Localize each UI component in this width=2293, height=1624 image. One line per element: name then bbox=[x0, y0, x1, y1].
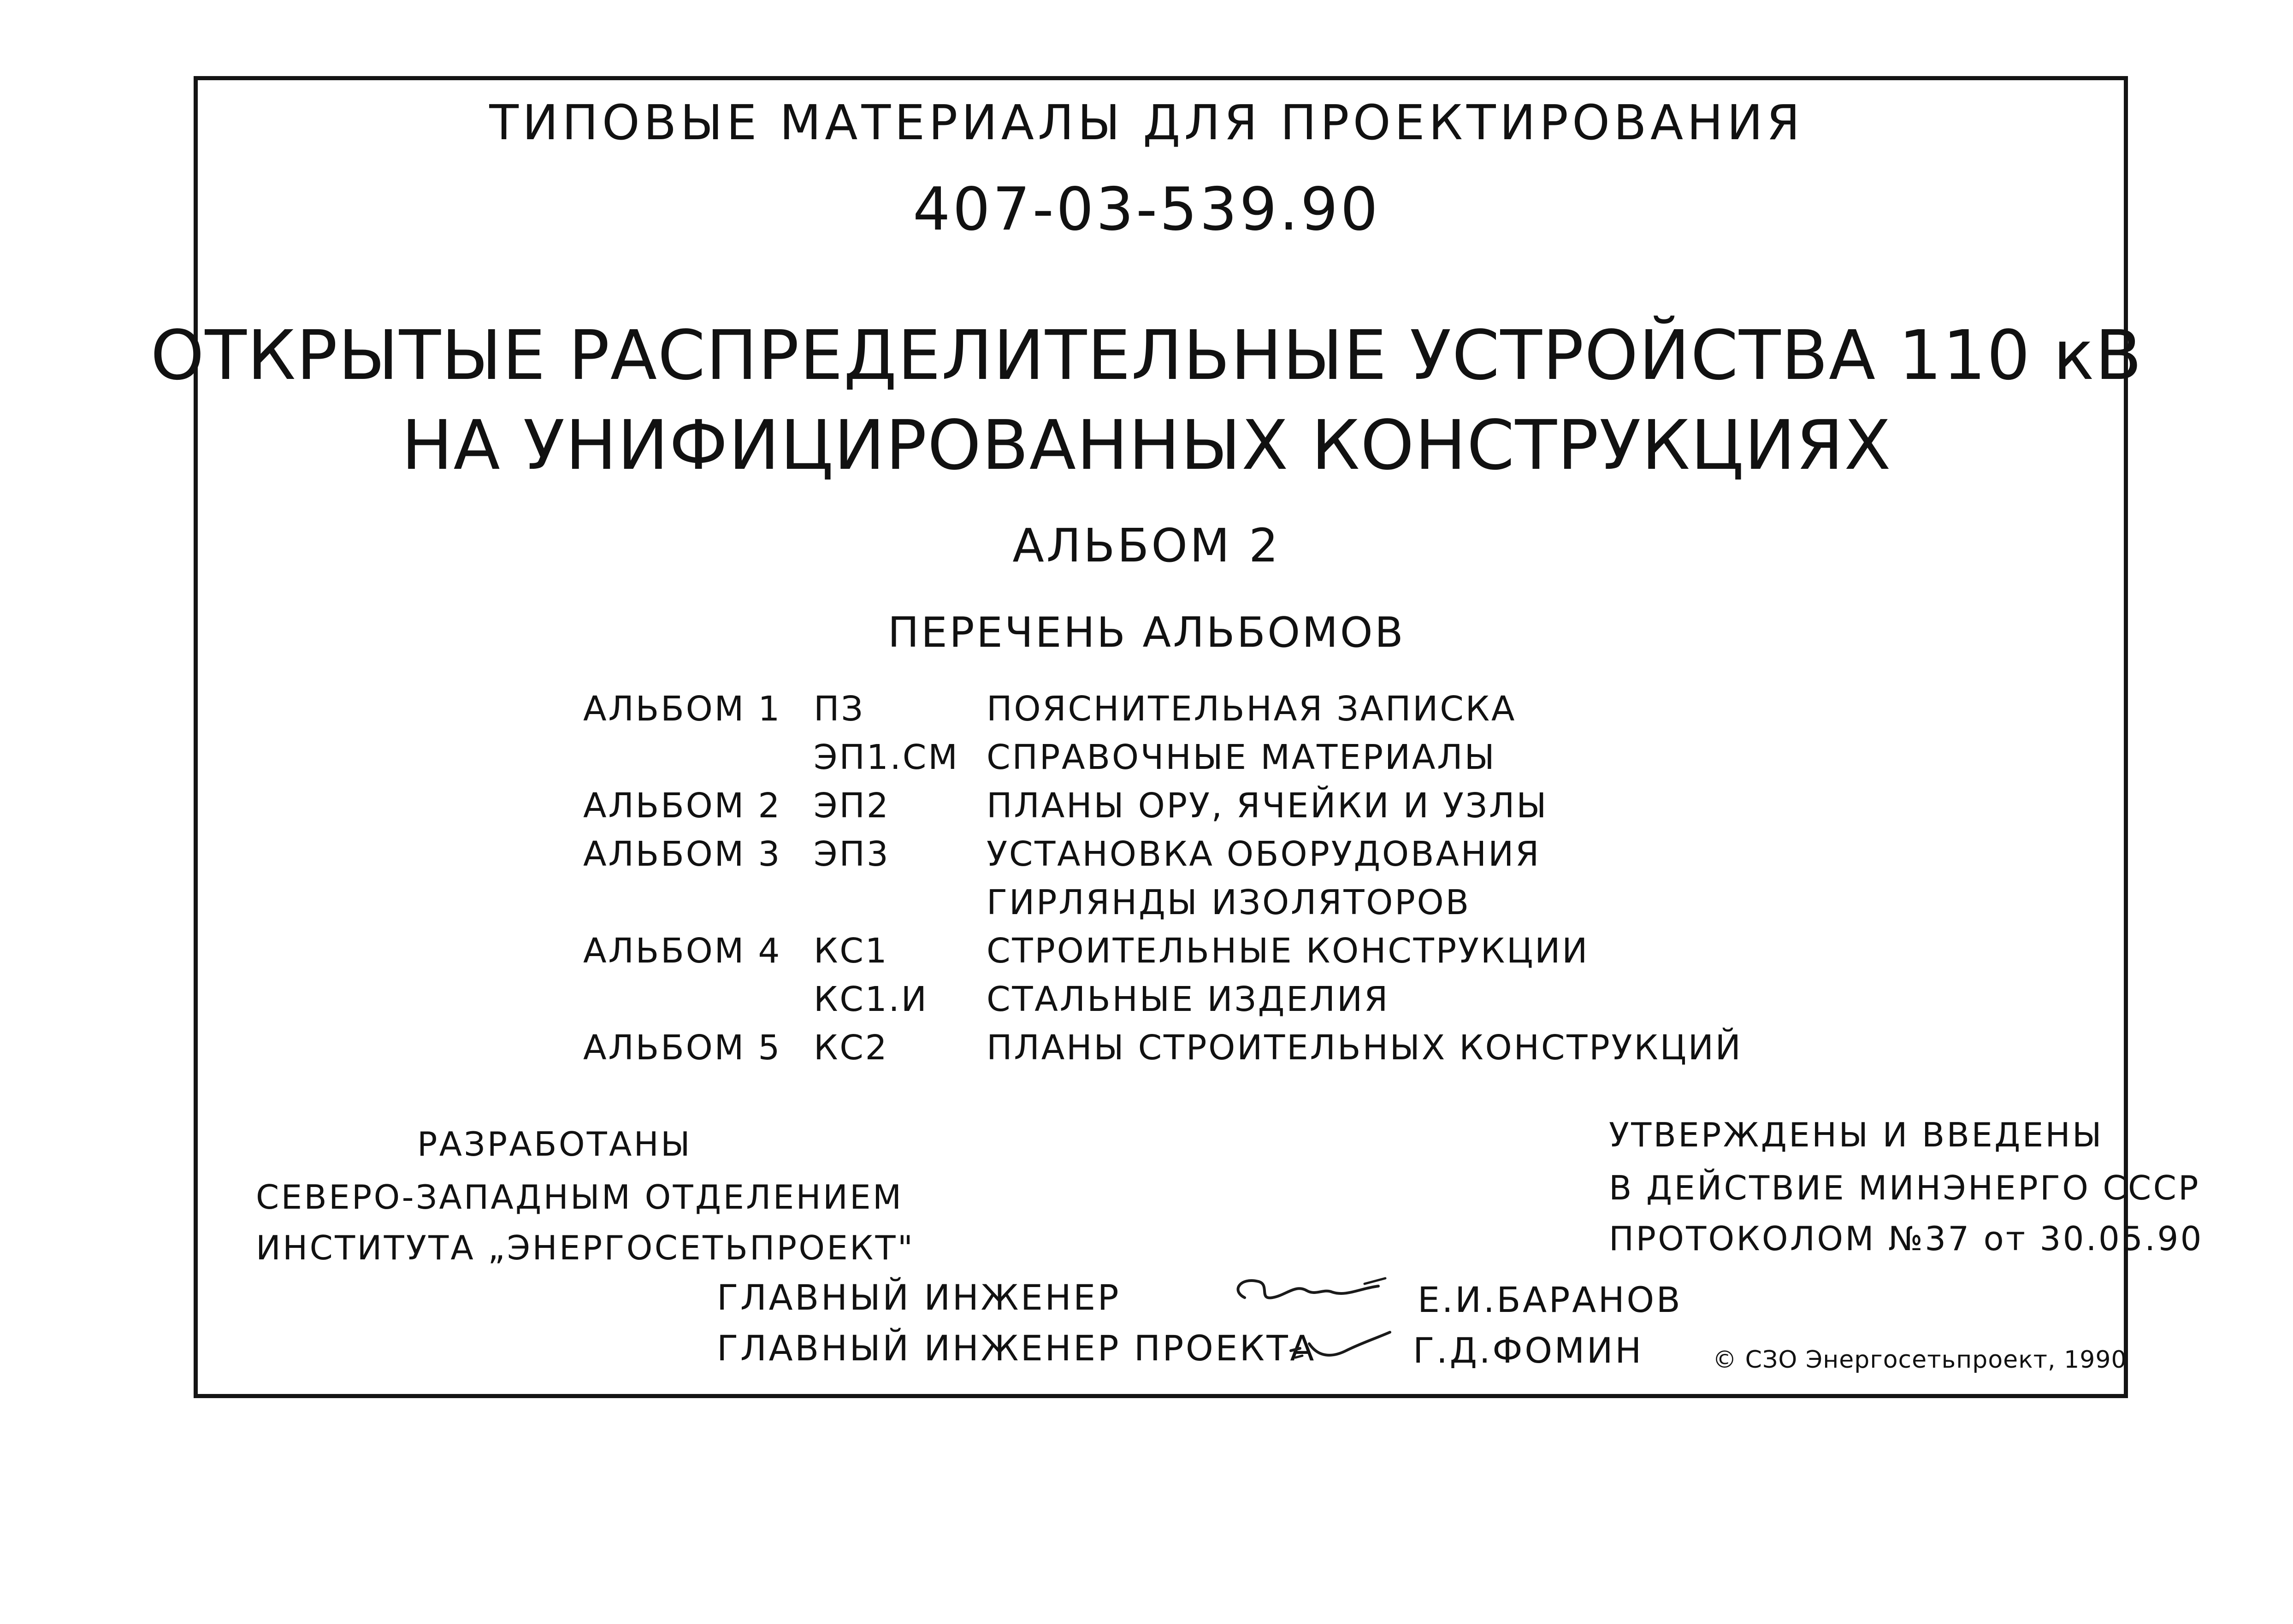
document-code: 407-03-539.90 bbox=[913, 175, 1380, 244]
developer-line-2: СЕВЕРО-ЗАПАДНЫМ ОТДЕЛЕНИЕМ bbox=[256, 1178, 904, 1217]
title-line-1: ОТКРЫТЫЕ РАСПРЕДЕЛИТЕЛЬНЫЕ УСТРОЙСТВА 110 кВ bbox=[150, 316, 2143, 395]
album-number: АЛЬБОМ 2 bbox=[1012, 519, 1281, 573]
developer-line-3: ИНСТИТУТА „ЭНЕРГОСЕТЬПРОЕКТ" bbox=[256, 1228, 915, 1267]
signature-name: Е.И.БАРАНОВ bbox=[1418, 1279, 1683, 1320]
list-item-album: АЛЬБОМ 2 bbox=[583, 786, 782, 826]
list-item-code: ЭП3 bbox=[814, 834, 890, 874]
list-item-desc: ПЛАНЫ СТРОИТЕЛЬНЫХ КОНСТРУКЦИЙ bbox=[987, 1028, 1743, 1068]
list-item-code: ЭП1.СМ bbox=[814, 738, 959, 777]
signature-role: ГЛАВНЫЙ ИНЖЕНЕР bbox=[717, 1277, 1121, 1318]
list-item-code: ПЗ bbox=[814, 689, 865, 729]
list-item-desc: СТАЛЬНЫЕ ИЗДЕЛИЯ bbox=[987, 980, 1390, 1019]
approval-line-1: УТВЕРЖДЕНЫ И ВВЕДЕНЫ bbox=[1609, 1116, 2104, 1154]
list-item-code: КС1 bbox=[814, 931, 889, 971]
list-item-desc: СТРОИТЕЛЬНЫЕ КОНСТРУКЦИИ bbox=[987, 931, 1590, 971]
list-item-album: АЛЬБОМ 3 bbox=[583, 834, 782, 874]
list-item-desc: ГИРЛЯНДЫ ИЗОЛЯТОРОВ bbox=[987, 883, 1471, 922]
signature-handwritten bbox=[1226, 1265, 1397, 1316]
list-item-album: АЛЬБОМ 1 bbox=[583, 689, 782, 729]
developer-line-1: РАЗРАБОТАНЫ bbox=[417, 1125, 692, 1163]
list-item-desc: СПРАВОЧНЫЕ МАТЕРИАЛЫ bbox=[987, 738, 1496, 777]
list-item-code: ЭП2 bbox=[814, 786, 890, 826]
signature-handwritten bbox=[1282, 1325, 1401, 1367]
list-item-album: АЛЬБОМ 5 bbox=[583, 1028, 782, 1068]
title-line-2: НА УНИФИЦИРОВАННЫХ КОНСТРУКЦИЯХ bbox=[401, 406, 1892, 485]
list-item-code: КС2 bbox=[814, 1028, 889, 1068]
list-item-desc: УСТАНОВКА ОБОРУДОВАНИЯ bbox=[987, 834, 1541, 874]
list-item-code: КС1.И bbox=[814, 980, 928, 1019]
album-list-heading: ПЕРЕЧЕНЬ АЛЬБОМОВ bbox=[887, 608, 1406, 657]
header-line: ТИПОВЫЕ МАТЕРИАЛЫ ДЛЯ ПРОЕКТИРОВАНИЯ bbox=[489, 94, 1804, 151]
approval-line-2: В ДЕЙСТВИЕ МИНЭНЕРГО СССР bbox=[1609, 1169, 2200, 1207]
signature-role: ГЛАВНЫЙ ИНЖЕНЕР ПРОЕКТА bbox=[717, 1328, 1316, 1369]
list-item-desc: ПОЯСНИТЕЛЬНАЯ ЗАПИСКА bbox=[987, 689, 1517, 729]
approval-line-3: ПРОТОКОЛОМ №37 от 30.05.90 bbox=[1609, 1219, 2204, 1258]
list-item-album: АЛЬБОМ 4 bbox=[583, 931, 782, 971]
copyright-note: © СЗО Энергосетьпроект, 1990 bbox=[1713, 1346, 2127, 1374]
signature-name: Г.Д.ФОМИН bbox=[1413, 1330, 1643, 1371]
list-item-desc: ПЛАНЫ ОРУ, ЯЧЕЙКИ И УЗЛЫ bbox=[987, 786, 1548, 826]
